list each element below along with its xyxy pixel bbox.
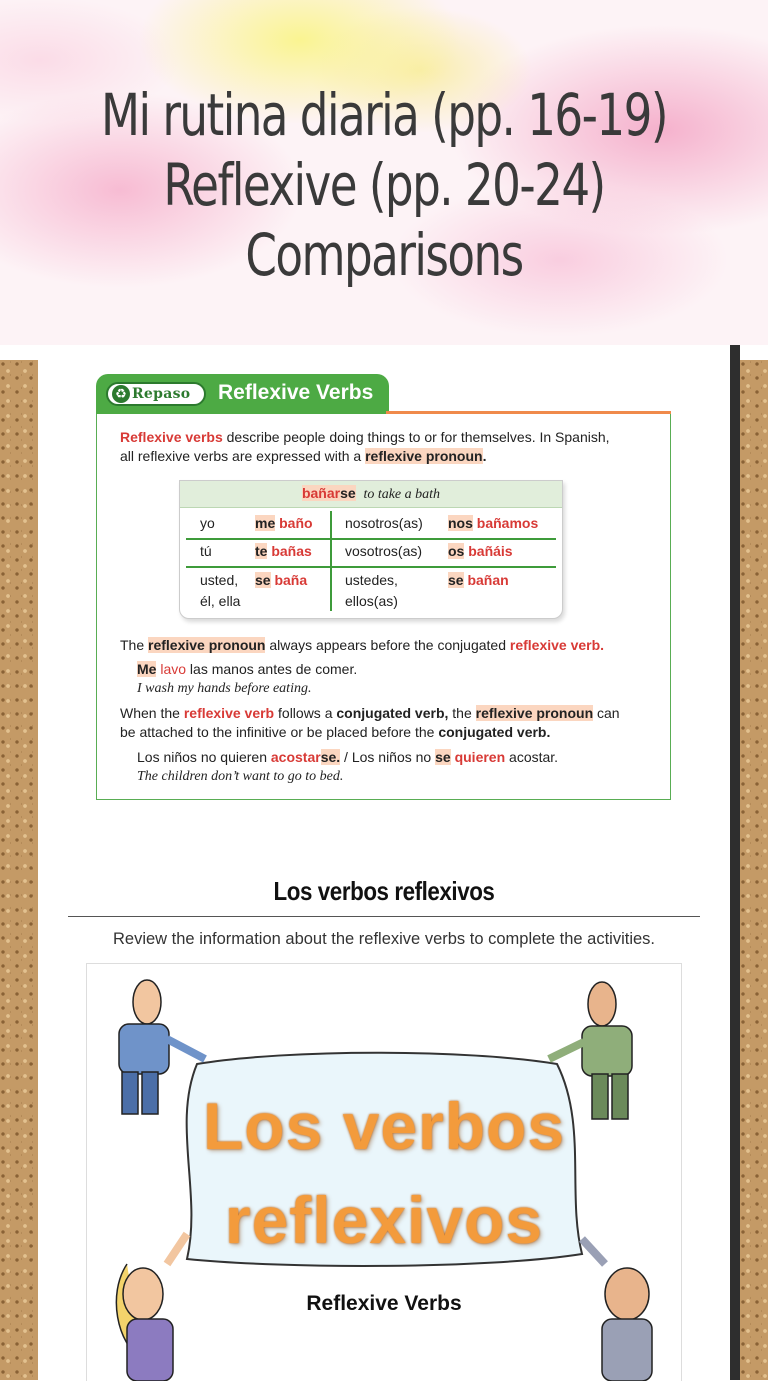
infinitive-meaning: to take a bath <box>363 487 441 502</box>
header-banner <box>0 0 768 345</box>
card-title-tab <box>96 374 389 414</box>
scrollbar-track[interactable] <box>730 345 740 1380</box>
verbos-reflexivos-banner-image <box>86 963 682 1381</box>
pronoun-se: se <box>255 572 271 588</box>
intro-text: describe people doing things to or for themselves. In Spanish, <box>222 429 610 445</box>
infinitive-suffix: se <box>340 485 356 501</box>
repaso-card-image <box>96 374 671 800</box>
page-title <box>84 80 683 290</box>
term-reflexive-pronoun: reflexive pronoun <box>475 705 594 721</box>
cork-background-right <box>740 360 768 1380</box>
example-verb: acostar <box>270 749 321 765</box>
subject-ustedes: ustedes, <box>345 572 398 588</box>
example-text: acostar. <box>505 749 559 765</box>
subject-nosotros: nosotros(as) <box>345 515 423 531</box>
table-divider-vertical <box>330 511 332 611</box>
intro-period: . <box>482 448 487 464</box>
example-attached-pronoun: se. <box>320 749 341 765</box>
pronoun-os: os <box>448 543 465 559</box>
example-verb: quieren <box>450 749 506 765</box>
example-pronoun: Me <box>137 661 157 677</box>
title-line-3: Comparisons <box>245 221 523 289</box>
subject-vosotros: vosotros(as) <box>345 543 423 559</box>
recycle-icon: ♻ <box>112 385 130 403</box>
table-divider <box>186 538 556 540</box>
intro-text-2: all reflexive verbs are expressed with a <box>120 448 366 464</box>
term-conjugated-verb: conjugated verb, <box>336 705 449 721</box>
rule-text: follows a <box>274 705 337 721</box>
rule-1 <box>120 637 604 653</box>
verb-banan: bañan <box>467 572 509 588</box>
repaso-label: Repaso <box>132 386 191 402</box>
card-title: Reflexive Verbs <box>218 381 374 404</box>
pronoun-nos: nos <box>448 515 473 531</box>
infinitive-stem: bañar <box>301 485 341 501</box>
table-divider <box>186 566 556 568</box>
example-text: las manos antes de comer. <box>186 661 358 677</box>
pronoun-me: me <box>255 515 276 531</box>
example-text: Los niños no quieren <box>137 749 271 765</box>
section-description: Review the information about the reflexive verbs to complete the activities. <box>112 930 656 948</box>
banner-subtitle: Reflexive Verbs <box>306 1292 462 1315</box>
example-verb: lavo <box>160 661 187 677</box>
term-reflexive-pronoun: reflexive pronoun <box>365 448 483 464</box>
example-pronoun: se <box>435 749 451 765</box>
term-reflexive-pronoun: reflexive pronoun <box>148 637 266 653</box>
banner-illustration <box>87 964 681 1381</box>
example-1-translation: I wash my hands before eating. <box>137 681 312 696</box>
intro-line-1 <box>120 429 610 445</box>
pronoun-se-plural: se <box>448 572 464 588</box>
rule-2-line-2 <box>120 724 550 740</box>
rule-text: The <box>120 637 149 653</box>
example-2 <box>137 749 558 765</box>
rule-text: When the <box>120 705 184 721</box>
verb-banais: bañáis <box>468 543 513 559</box>
rule-text: be attached to the infinitive or be placed before the <box>120 724 439 740</box>
repaso-badge <box>106 382 206 406</box>
conjugation-heading <box>180 481 562 508</box>
rule-text: always appears before the conjugated <box>265 637 510 653</box>
subject-el-ella: él, ella <box>200 593 241 609</box>
term-reflexive-verbs: Reflexive verbs <box>120 429 223 445</box>
banner-heading-line-1: Los verbos <box>202 1089 566 1163</box>
subject-tu: tú <box>200 543 212 559</box>
example-1 <box>137 661 357 677</box>
section-divider <box>68 916 700 917</box>
rule-text: can <box>593 705 620 721</box>
subject-yo: yo <box>200 515 215 531</box>
term-conjugated-verb: conjugated verb. <box>438 724 551 740</box>
verb-banamos: bañamos <box>476 515 539 531</box>
banner-heading-line-2: reflexivos <box>224 1183 544 1257</box>
conjugation-table <box>179 480 563 619</box>
verb-bana: baña <box>274 572 308 588</box>
section-title: Los verbos reflexivos <box>273 876 495 906</box>
rule-text: the <box>448 705 476 721</box>
title-line-2: Reflexive (pp. 20-24) <box>163 151 605 219</box>
example-text: / Los niños no <box>340 749 436 765</box>
term-reflexive-verb: reflexive verb <box>183 705 275 721</box>
orange-rule <box>386 411 671 414</box>
verb-banas: bañas <box>271 543 312 559</box>
intro-line-2 <box>120 448 486 464</box>
pronoun-te: te <box>255 543 268 559</box>
cork-background-left <box>0 360 38 1380</box>
example-2-translation: The children don’t want to go to bed. <box>137 769 344 784</box>
subject-ellos: ellos(as) <box>345 593 398 609</box>
verb-bano: baño <box>279 515 313 531</box>
title-line-1: Mi rutina diaria (pp. 16-19) <box>101 81 667 149</box>
rule-2 <box>120 705 620 721</box>
term-reflexive-verb: reflexive verb. <box>509 637 605 653</box>
subject-usted: usted, <box>200 572 239 588</box>
